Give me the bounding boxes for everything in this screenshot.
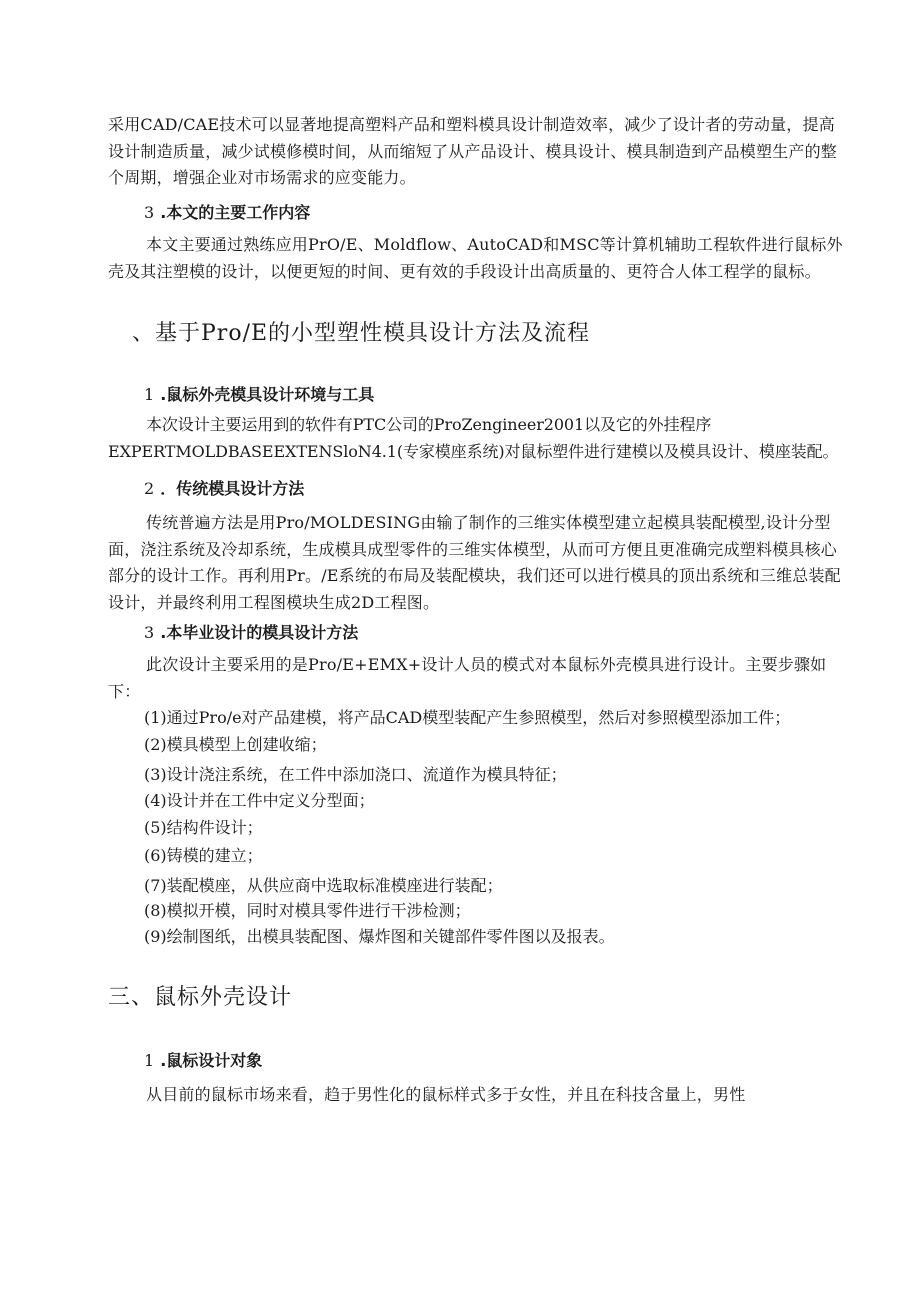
graduation-method-paragraph: 此次设计主要采用的是Pro/E+EMX+设计人员的模式对本鼠标外壳模具进行设计。主要步骤如下： — [108, 655, 827, 701]
list-item: (5)结构件设计； — [144, 818, 263, 837]
section-number: 3 — [144, 203, 155, 222]
list-item: (8)模拟开模，同时对模具零件进行干涉检测； — [144, 901, 471, 920]
list-item: (3)设计浇注系统，在工件中添加浇口、流道作为模具特征； — [144, 765, 567, 784]
section-number: 2 — [144, 479, 155, 498]
section-heading-work-content — [144, 200, 310, 223]
section-heading-graduation-method — [144, 620, 358, 643]
section-heading-traditional-method — [144, 476, 304, 499]
list-item: (1)通过Pro/e对产品建模，将产品CAD模型装配产生参照模型，然后对参照模型添加工件； — [144, 708, 791, 727]
chapter-heading-proe-method: 、基于Pro/E的小型塑性模具设计方法及流程 — [132, 321, 591, 346]
list-item: (4)设计并在工件中定义分型面； — [144, 791, 375, 810]
section-heading-design-target — [144, 1048, 262, 1071]
section-number: 3 — [144, 623, 155, 642]
section-title: .鼠标设计对象 — [160, 1051, 263, 1070]
list-item: (6)铸模的建立； — [144, 846, 263, 865]
section-title: .鼠标外壳模具设计环境与工具 — [160, 385, 375, 404]
section-title: .本文的主要工作内容 — [160, 203, 311, 222]
section-number: 1 — [144, 385, 155, 404]
list-item: (2)模具模型上创建收缩； — [144, 735, 327, 754]
section-number: 1 — [144, 1051, 155, 1070]
environment-tools-paragraph: 本次设计主要运用到的软件有PTC公司的ProZengineer2001以及它的外挂程序EXPERTMOLDBASEEXTENSloN4.1(专家模座系统)对鼠标塑件进行建模以及模具设计、模座装配。 — [108, 415, 839, 461]
list-item: (7)装配模座，从供应商中选取标准模座进行装配； — [144, 876, 503, 895]
work-content-paragraph: 本文主要通过熟练应用PrO/E、Moldflow、AutoCAD和MSC等计算机辅助工程软件进行鼠标外壳及其注塑模的设计，以便更短的时间、更有效的手段设计出高质量的、更符合人体工程学的鼠标。 — [108, 235, 843, 281]
traditional-method-paragraph: 传统普遍方法是用Pro/MOLDESING由输了制作的三维实体模型建立起模具装配模型,设计分型面，浇注系统及冷却系统，生成模具成型零件的三维实体模型，从而可方便且更准确完成塑料模具核心部分的设计工作。再利用Pr。/E系统的布局及装配模块，我们还可以进行模具的顶出系统和三维总装配设计，并最终利用工程图模块生成2D工程图。 — [108, 513, 841, 612]
chapter-heading-mouse-shell: 三、鼠标外壳设计 — [108, 985, 293, 1010]
design-target-paragraph: 从目前的鼠标市场来看，趋于男性化的鼠标样式多于女性，并且在科技含量上，男性 — [146, 1085, 746, 1104]
section-heading-environment-tools — [144, 382, 374, 405]
section-title: .本毕业设计的模具设计方法 — [160, 623, 359, 642]
list-item: (9)绘制图纸，出模具装配图、爆炸图和关键部件零件图以及报表。 — [144, 927, 615, 946]
intro-paragraph: 采用CAD/CAE技术可以显著地提高塑料产品和塑料模具设计制造效率，减少了设计者的劳动量，提高设计制造质量，减少试模修模时间，从而缩短了从产品设计、模具设计、模具制造到产品模塑生产的整个周期，增强企业对市场需求的应变能力。 — [108, 115, 838, 187]
section-title: ．传统模具设计方法 — [160, 479, 305, 498]
